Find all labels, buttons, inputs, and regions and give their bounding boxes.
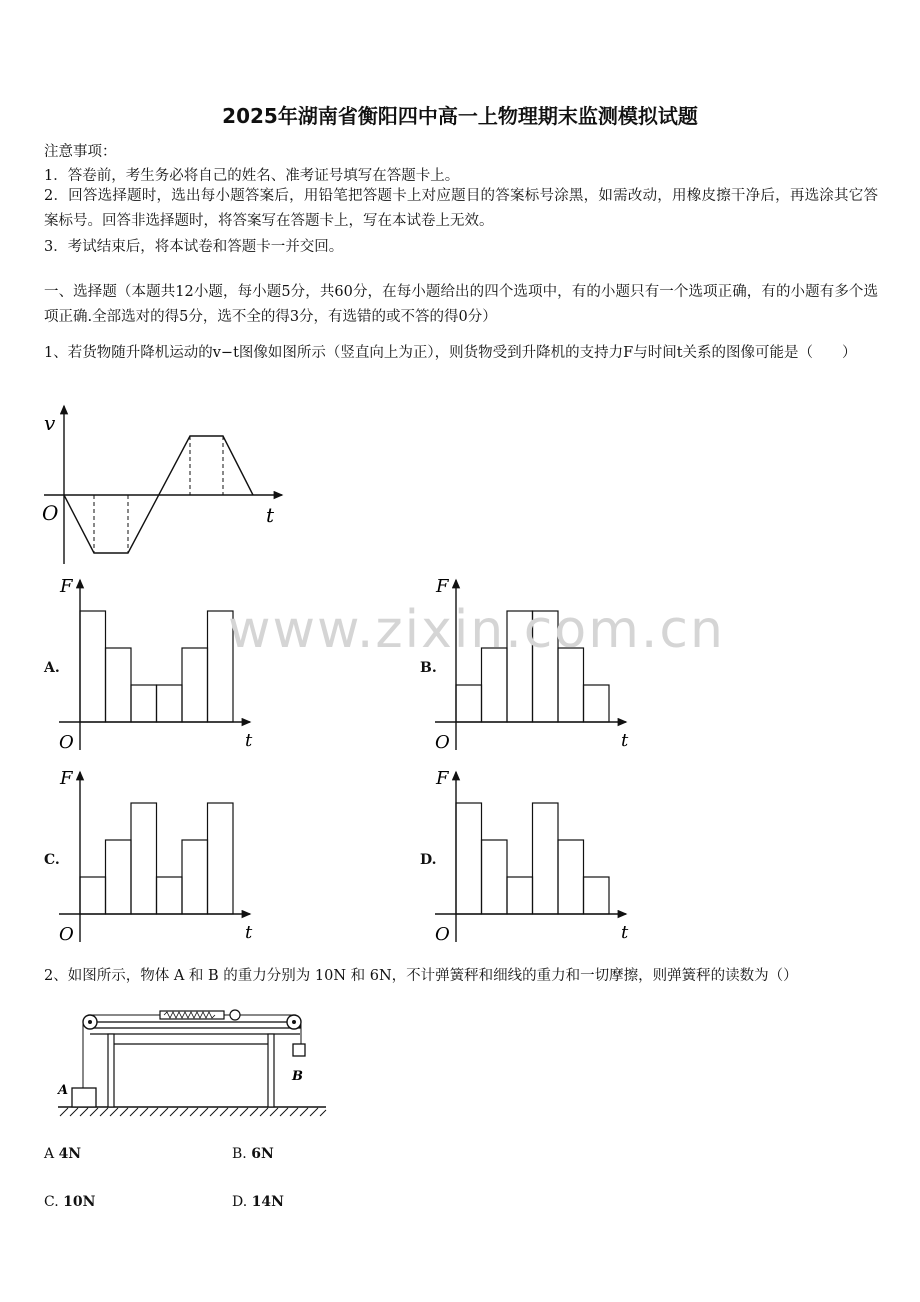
- option-c-graph[interactable]: [55, 766, 270, 946]
- f-step-2: [106, 840, 132, 914]
- vt-origin: O: [42, 501, 59, 525]
- section-heading: 一、选择题（本题共12小题，每小题5分，共60分，在每小题给出的四个选项中，有的小题只有一个选项正确，有的小题有多个选项正确.全部选对的得5分，选不全的得3分，有选错的或不答的得0分）: [44, 284, 878, 325]
- option-c-label[interactable]: C.: [44, 852, 60, 868]
- f-x-label: t: [245, 730, 253, 751]
- f-origin: O: [435, 732, 450, 753]
- page-title: 2025年湖南省衡阳四中高一上物理期末监测模拟试题: [222, 104, 698, 128]
- f-step-1: [456, 685, 482, 722]
- option-a-label[interactable]: A.: [44, 660, 60, 676]
- answer-d[interactable]: D. 14N: [232, 1194, 284, 1210]
- notes-heading: 注意事项：: [44, 144, 117, 160]
- f-step-1: [80, 877, 106, 914]
- vt-y-label: v: [44, 411, 56, 435]
- f-step-3: [507, 877, 533, 914]
- f-step-3: [131, 685, 157, 722]
- option-b-label[interactable]: B.: [420, 660, 437, 676]
- vt-graph: [30, 398, 300, 568]
- f-x-label: t: [621, 730, 629, 751]
- f-step-5: [182, 648, 208, 722]
- note-item-3: 3．考试结束后，将本试卷和答题卡一并交回。: [44, 239, 344, 255]
- f-y-label: F: [436, 768, 449, 789]
- apparatus-figure: [50, 1004, 335, 1124]
- note-item-2: 2．回答选择题时，选出每小题答案后，用铅笔把答题卡上对应题目的答案标号涂黑，如需改动，用橡皮擦干净后，再选涂其它答案标号。回答非选择题时，将答案写在答题卡上，写在本试卷上无效。: [44, 188, 878, 229]
- label-b: B: [292, 1069, 303, 1084]
- note-item-1: 1．答卷前，考生务必将自己的姓名、准考证号填写在答题卡上。: [44, 168, 460, 184]
- f-step-4: [157, 877, 183, 914]
- question-1-text: 1、若货物随升降机运动的v−t图像如图所示（竖直向上为正），则货物受到升降机的支持力F与时间t关系的图像可能是（ ）: [44, 345, 857, 361]
- question-2-text: 2、如图所示，物体 A 和 B 的重力分别为 10N 和 6N，不计弹簧秤和细线的重力和一切摩擦，则弹簧秤的读数为（）: [44, 968, 798, 984]
- f-step-1: [456, 803, 482, 914]
- vt-x-label: t: [266, 503, 275, 527]
- answer-c[interactable]: C. 10N: [44, 1194, 96, 1210]
- f-origin: O: [59, 732, 74, 753]
- block-a: [72, 1088, 96, 1107]
- answer-b[interactable]: B. 6N: [232, 1146, 274, 1162]
- f-step-2: [482, 840, 508, 914]
- option-d-graph[interactable]: [431, 766, 646, 946]
- f-x-label: t: [621, 922, 629, 943]
- answer-a[interactable]: A 4N: [44, 1146, 82, 1162]
- f-y-label: F: [60, 768, 73, 789]
- f-step-5: [182, 840, 208, 914]
- watermark: www.zixin.com.cn: [228, 600, 725, 660]
- label-a: A: [58, 1083, 69, 1098]
- f-y-label: F: [436, 576, 449, 597]
- f-step-6: [208, 803, 234, 914]
- f-step-4: [533, 803, 559, 914]
- f-step-6: [584, 685, 610, 722]
- f-step-6: [584, 877, 610, 914]
- f-step-1: [80, 611, 106, 722]
- f-step-2: [106, 648, 132, 722]
- f-y-label: F: [60, 576, 73, 597]
- f-x-label: t: [245, 922, 253, 943]
- f-step-4: [157, 685, 183, 722]
- f-origin: O: [59, 924, 74, 945]
- f-step-3: [131, 803, 157, 914]
- option-d-label[interactable]: D.: [420, 852, 437, 868]
- block-b: [293, 1044, 305, 1056]
- f-step-5: [558, 840, 584, 914]
- f-origin: O: [435, 924, 450, 945]
